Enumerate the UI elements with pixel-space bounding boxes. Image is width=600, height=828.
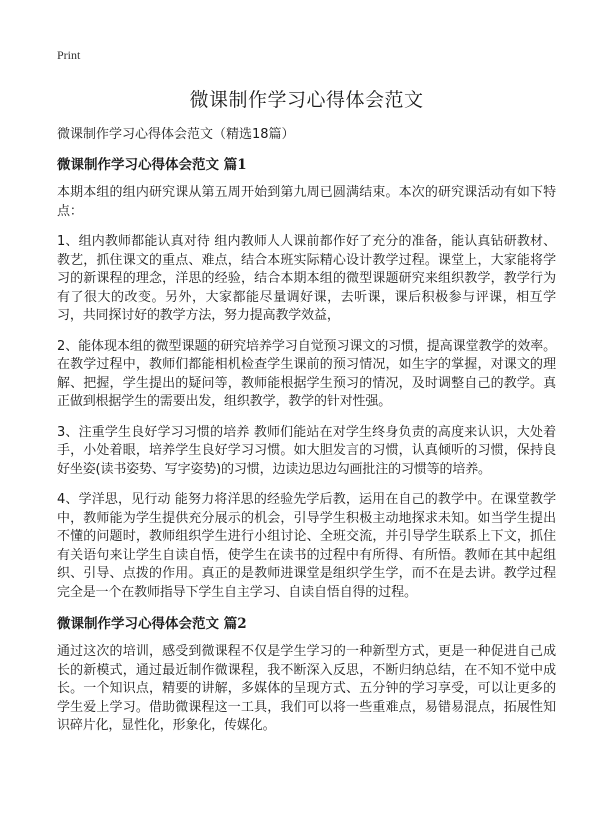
print-link[interactable]: Print [57, 48, 81, 62]
paragraph: 2、能体现本组的微型课题的研究培养学习自觉预习课文的习惯，提高课堂教学的效率。在教学过程中，教师们都能相机检查学生课前的预习情况，如生字的掌握，对课文的理解、把握，学生提出的疑问等，教师能根据学生预习的情况，及时调整自己的教学。真正做到根据学生的需要出发，组织教学，教学的针对性强。 [57, 338, 556, 409]
paragraph: 本期本组的组内研究课从第五周开始到第九周已圆满结束。本次的研究课活动有如下特点： [57, 185, 556, 219]
paragraph: 通过这次的培训，感受到微课程不仅是学生学习的一种新型方式，更是一种促进自己成长的新模式，通过最近制作微课程，我不断深入反思，不断归纳总结，在不知不觉中成长。一个知识点，精要的讲解，多媒体的呈现方式、五分钟的学习享受，可以让更多的学生爱上学习。借助微课程这一工具，我们可以将一些重难点，易错易混点，拓展性知识碎片化，显性化，形象化，传媒化。 [57, 644, 556, 733]
paragraph: 1、组内教师都能认真对待 组内教师人人课前都作好了充分的准备，能认真钻研教材、教艺，抓住课文的重点、难点，结合本班实际精心设计教学过程。课堂上，大家能将学习的新课程的理念，洋思的经验，结合本期本组的微型课题研究来组织教学，教学行为有了很大的改变。另外，大家都能尽量调好课，去听课，课后积极参与评课，相互学习，共同探讨好的教学方法，努力提高教学效益， [57, 234, 556, 323]
paragraph: 3、注重学生良好学习习惯的培养 教师们能站在对学生终身负责的高度来认识，大处着手，小处着眼，培养学生良好学习习惯。如大胆发言的习惯，认真倾听的习惯，保持良好坐姿(读书姿势、写字姿势)的习惯，边读边思边勾画批注的习惯等的培养。 [57, 424, 556, 477]
section-heading: 微课制作学习心得体会范文 篇1 [57, 157, 247, 173]
section-heading: 微课制作学习心得体会范文 篇2 [57, 616, 247, 632]
paragraph: 4、学洋思，见行动 能努力将洋思的经验先学后教，运用在自己的教学中。在课堂教学中，教师能为学生提供充分展示的机会，引导学生积极主动地探求未知。如当学生提出不懂的问题时，教师组织学生进行小组讨论、全班交流，并引导学生联系上下文，抓住有关语句来让学生自读自悟，使学生在读书的过程中有所得、有所悟。教师在其中起组织、引导、点拨的作用。真正的是教师进课堂是组织学生学，而不在是去讲。教学过程完全是一个在教师指导下学生自主学习、自读自悟自得的过程。 [57, 492, 556, 600]
section-2 [57, 615, 556, 736]
page-title: 微课制作学习心得体会范文 [189, 89, 424, 111]
document-subtitle: 微课制作学习心得体会范文（精选18篇） [57, 127, 295, 142]
section-1 [57, 156, 556, 602]
